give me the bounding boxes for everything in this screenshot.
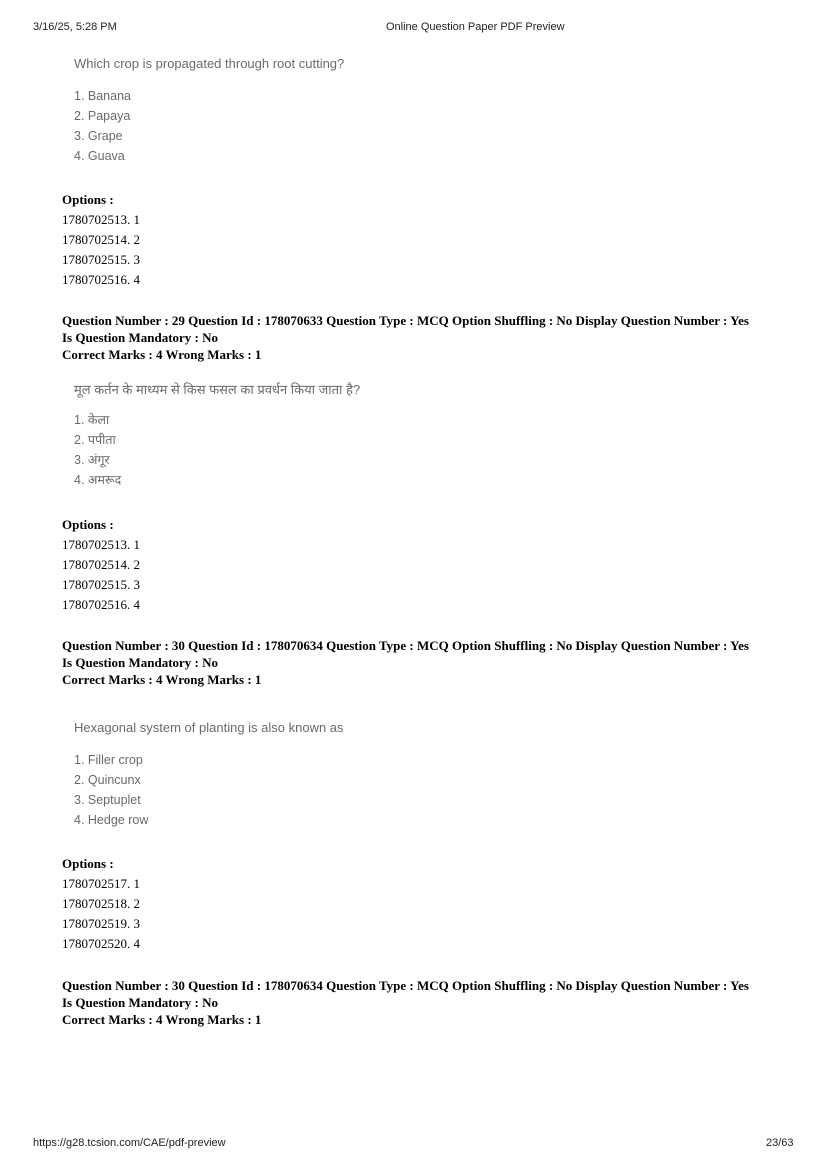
question-marks: Correct Marks : 4 Wrong Marks : 1 <box>62 1012 262 1027</box>
question-image-30 <box>74 720 344 830</box>
option-item: 1780702517. 1 <box>62 876 140 891</box>
choice-item: 1. केला <box>74 413 110 427</box>
options-block-30 <box>62 854 140 954</box>
question-marks: Correct Marks : 4 Wrong Marks : 1 <box>62 672 262 687</box>
question-meta-30 <box>62 637 749 688</box>
choice-item: 3. Grape <box>74 129 123 143</box>
question-mandatory: Is Question Mandatory : No <box>62 995 219 1010</box>
options-block-29 <box>62 515 140 615</box>
print-datetime: 3/16/25, 5:28 PM <box>33 21 117 33</box>
choice-list <box>74 86 344 166</box>
page-number: 23/63 <box>766 1137 794 1149</box>
question-mandatory: Is Question Mandatory : No <box>62 330 219 345</box>
question-image-28 <box>74 56 344 166</box>
choice-list <box>74 410 360 490</box>
option-item: 1780702515. 3 <box>62 252 140 267</box>
question-meta-line: Question Number : 30 Question Id : 178070634 Question Type : MCQ Option Shuffling : No Display Question Number : Yes <box>62 638 749 653</box>
option-item: 1780702519. 3 <box>62 916 140 931</box>
question-text: मूल कर्तन के माध्यम से किस फसल का प्रवर्धन किया जाता है? <box>74 382 361 397</box>
choice-item: 3. अंगूर <box>74 453 110 467</box>
question-meta-29 <box>62 312 749 363</box>
option-item: 1780702516. 4 <box>62 272 140 287</box>
choice-item: 1. Filler crop <box>74 753 143 767</box>
option-item: 1780702520. 4 <box>62 936 140 951</box>
choice-item: 2. पपीता <box>74 433 116 447</box>
option-item: 1780702518. 2 <box>62 896 140 911</box>
options-label: Options : <box>62 517 114 532</box>
question-mandatory: Is Question Mandatory : No <box>62 655 219 670</box>
option-item: 1780702515. 3 <box>62 577 140 592</box>
option-item: 1780702513. 1 <box>62 537 140 552</box>
choice-item: 1. Banana <box>74 89 131 103</box>
choice-item: 4. अमरूद <box>74 473 122 487</box>
question-text: Which crop is propagated through root cutting? <box>74 56 345 71</box>
page-title: Online Question Paper PDF Preview <box>386 21 565 33</box>
question-meta-30-repeat <box>62 977 749 1028</box>
option-item: 1780702514. 2 <box>62 557 140 572</box>
option-item: 1780702514. 2 <box>62 232 140 247</box>
choice-item: 4. Guava <box>74 149 125 163</box>
option-item: 1780702513. 1 <box>62 212 140 227</box>
choice-item: 4. Hedge row <box>74 813 149 827</box>
options-label: Options : <box>62 856 114 871</box>
page-url: https://g28.tcsion.com/CAE/pdf-preview <box>33 1137 226 1149</box>
question-meta-line: Question Number : 30 Question Id : 178070634 Question Type : MCQ Option Shuffling : No Display Question Number : Yes <box>62 978 749 993</box>
option-item: 1780702516. 4 <box>62 597 140 612</box>
choice-item: 2. Quincunx <box>74 773 141 787</box>
options-block-28 <box>62 190 140 290</box>
choice-item: 3. Septuplet <box>74 793 141 807</box>
question-meta-line: Question Number : 29 Question Id : 178070633 Question Type : MCQ Option Shuffling : No Display Question Number : Yes <box>62 313 749 328</box>
choice-list <box>74 750 344 830</box>
question-marks: Correct Marks : 4 Wrong Marks : 1 <box>62 347 262 362</box>
question-image-29 <box>74 380 360 490</box>
choice-item: 2. Papaya <box>74 109 131 123</box>
options-label: Options : <box>62 192 114 207</box>
question-text: Hexagonal system of planting is also known as <box>74 720 344 735</box>
